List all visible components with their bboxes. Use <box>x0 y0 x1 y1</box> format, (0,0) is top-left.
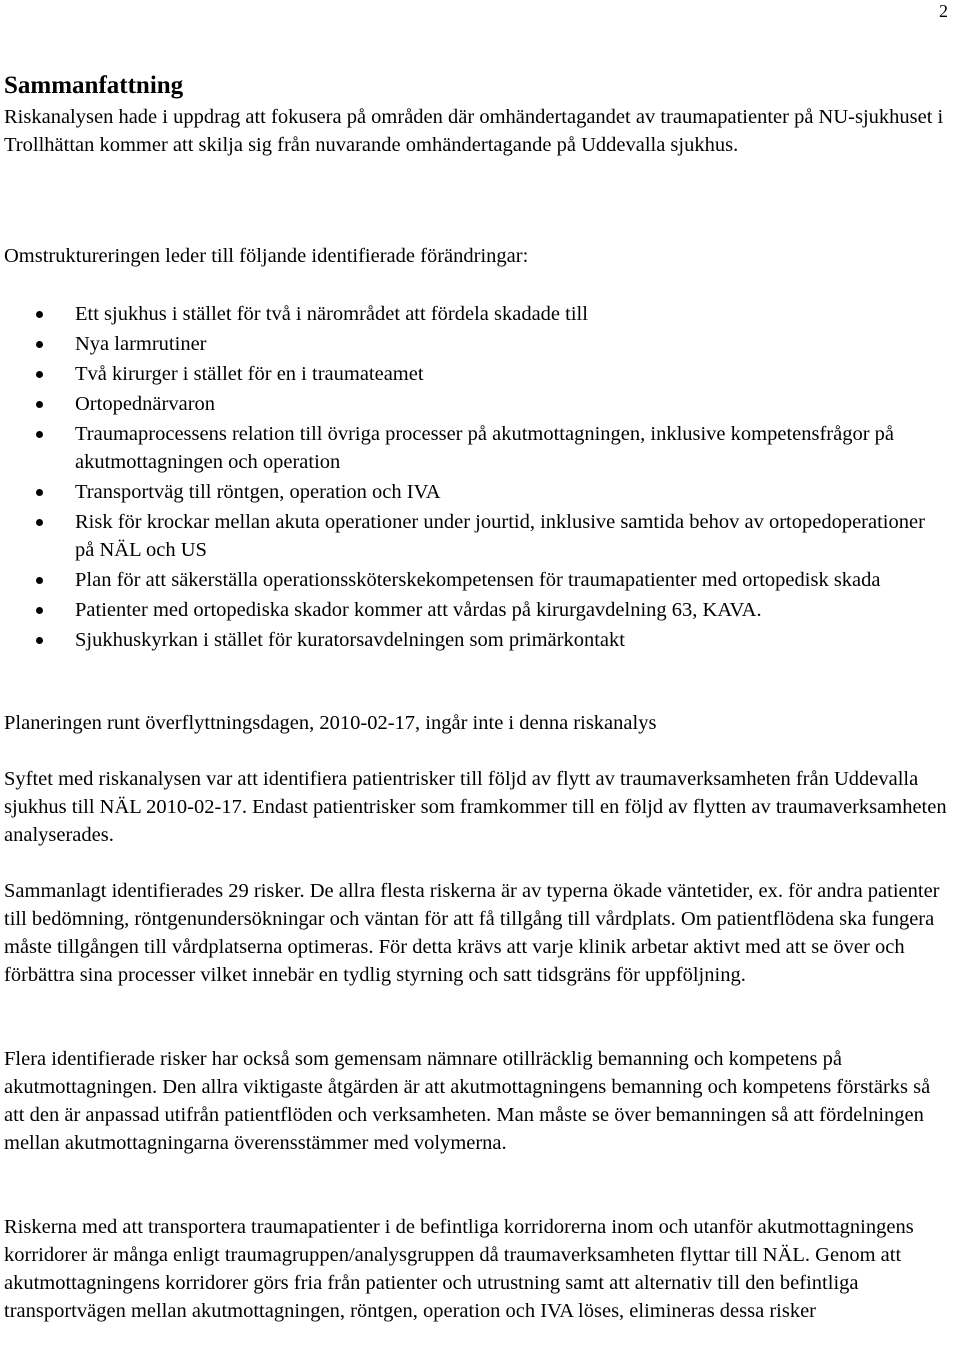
list-item <box>0 626 945 654</box>
planning-paragraph: Planeringen runt överflyttningsdagen, 2010-02-17, ingår inte i denna riskanalys <box>4 712 657 734</box>
list-item-text: Transportväg till röntgen, operation och IVA <box>75 481 441 503</box>
intro-paragraph: Riskanalysen hade i uppdrag att fokusera på områden där omhändertagandet av traumapatienter på NU-sjukhuset i Trollhättan kommer att skilja sig från nuvarande omhändertagande på Uddevalla sjukhus. <box>4 106 944 156</box>
bullet-icon <box>36 371 43 378</box>
list-item-text: Traumaprocessens relation till övriga processer på akutmottagningen, inklusive kompetensfrågor på akutmottagningen och operation <box>75 423 895 473</box>
list-item-text: Risk för krockar mellan akuta operationer under jourtid, inklusive samtida behov av ortopedoperationer på NÄL och US <box>75 511 925 561</box>
bullet-icon <box>36 401 43 408</box>
list-item <box>0 390 945 418</box>
list-item <box>0 508 945 564</box>
list-item <box>0 596 945 624</box>
page-title: Sammanfattning <box>4 72 184 99</box>
bullet-icon <box>36 519 43 526</box>
bullet-icon <box>36 637 43 644</box>
list-item <box>0 360 945 388</box>
list-item <box>0 478 945 506</box>
bullet-icon <box>36 489 43 496</box>
list-item-text: Ett sjukhus i stället för två i närområdet att fördela skadade till <box>75 303 588 325</box>
list-item <box>0 566 945 594</box>
list-item-text: Patienter med ortopediska skador kommer att vårdas på kirurgavdelning 63, KAVA. <box>75 599 762 621</box>
bullet-icon <box>36 577 43 584</box>
list-item-text: Plan för att säkerställa operationssköterskekompetensen för traumapatienter med ortopedisk skada <box>75 569 881 591</box>
list-item <box>0 330 945 358</box>
list-item-text: Nya larmrutiner <box>75 333 207 355</box>
bullet-icon <box>36 311 43 318</box>
staffing-paragraph: Flera identifierade risker har också som gemensam nämnare otillräcklig bemanning och kompetens på akutmottagningen. Den allra viktigaste åtgärden är att akutmottagningens bemanning och kompetens förstärks så att den är anpassad utifrån patientflöden och verksamheten. Man måste se över bemanningen så att fördelningen mellan akutmottagningarna överensstämmer med volymerna. <box>4 1048 931 1154</box>
list-item-text: Sjukhuskyrkan i stället för kuratorsavdelningen som primärkontakt <box>75 629 625 651</box>
bullet-icon <box>36 431 43 438</box>
page-number: 2 <box>939 1 948 21</box>
list-item <box>0 420 945 476</box>
transport-paragraph: Riskerna med att transportera traumapatienter i de befintliga korridorerna inom och utanför akutmottagningens korridorer är många enligt traumagruppen/analysgruppen då traumaverksamheten flyttar till NÄL. Genom att akutmottagningens korridorer görs fria från patienter och utrustning samt att alternativ till den befintliga transportvägen mellan akutmottagningen, röntgen, operation och IVA löses, elimineras dessa risker <box>4 1216 914 1322</box>
bullet-icon <box>36 607 43 614</box>
list-item-text: Två kirurger i stället för en i traumateamet <box>75 363 424 385</box>
summary-risks-paragraph: Sammanlagt identifierades 29 risker. De allra flesta riskerna är av typerna ökade väntetider, ex. för andra patienter till bedömning, röntgenundersökningar och väntan för att få tillgång till vårdplats. Om patientflödena ska fungera måste tillgången till vårdplatserna optimeras. För detta krävs att varje klinik arbetar aktivt med att se över och förbättra sina processer vilket innebär en tydlig styrning och satt tidsgräns för uppföljning. <box>4 880 940 986</box>
changes-intro-paragraph: Omstruktureringen leder till följande identifierade förändringar: <box>4 245 529 267</box>
list-item-text: Ortopednärvaron <box>75 393 216 415</box>
bullet-icon <box>36 341 43 348</box>
changes-list <box>0 300 945 656</box>
purpose-paragraph: Syftet med riskanalysen var att identifiera patientrisker till följd av flytt av traumaverksamheten från Uddevalla sjukhus till NÄL 2010-02-17. Endast patientrisker som framkommer till en följd av flytten av traumaverksamheten analyserades. <box>4 768 947 846</box>
list-item <box>0 300 945 328</box>
